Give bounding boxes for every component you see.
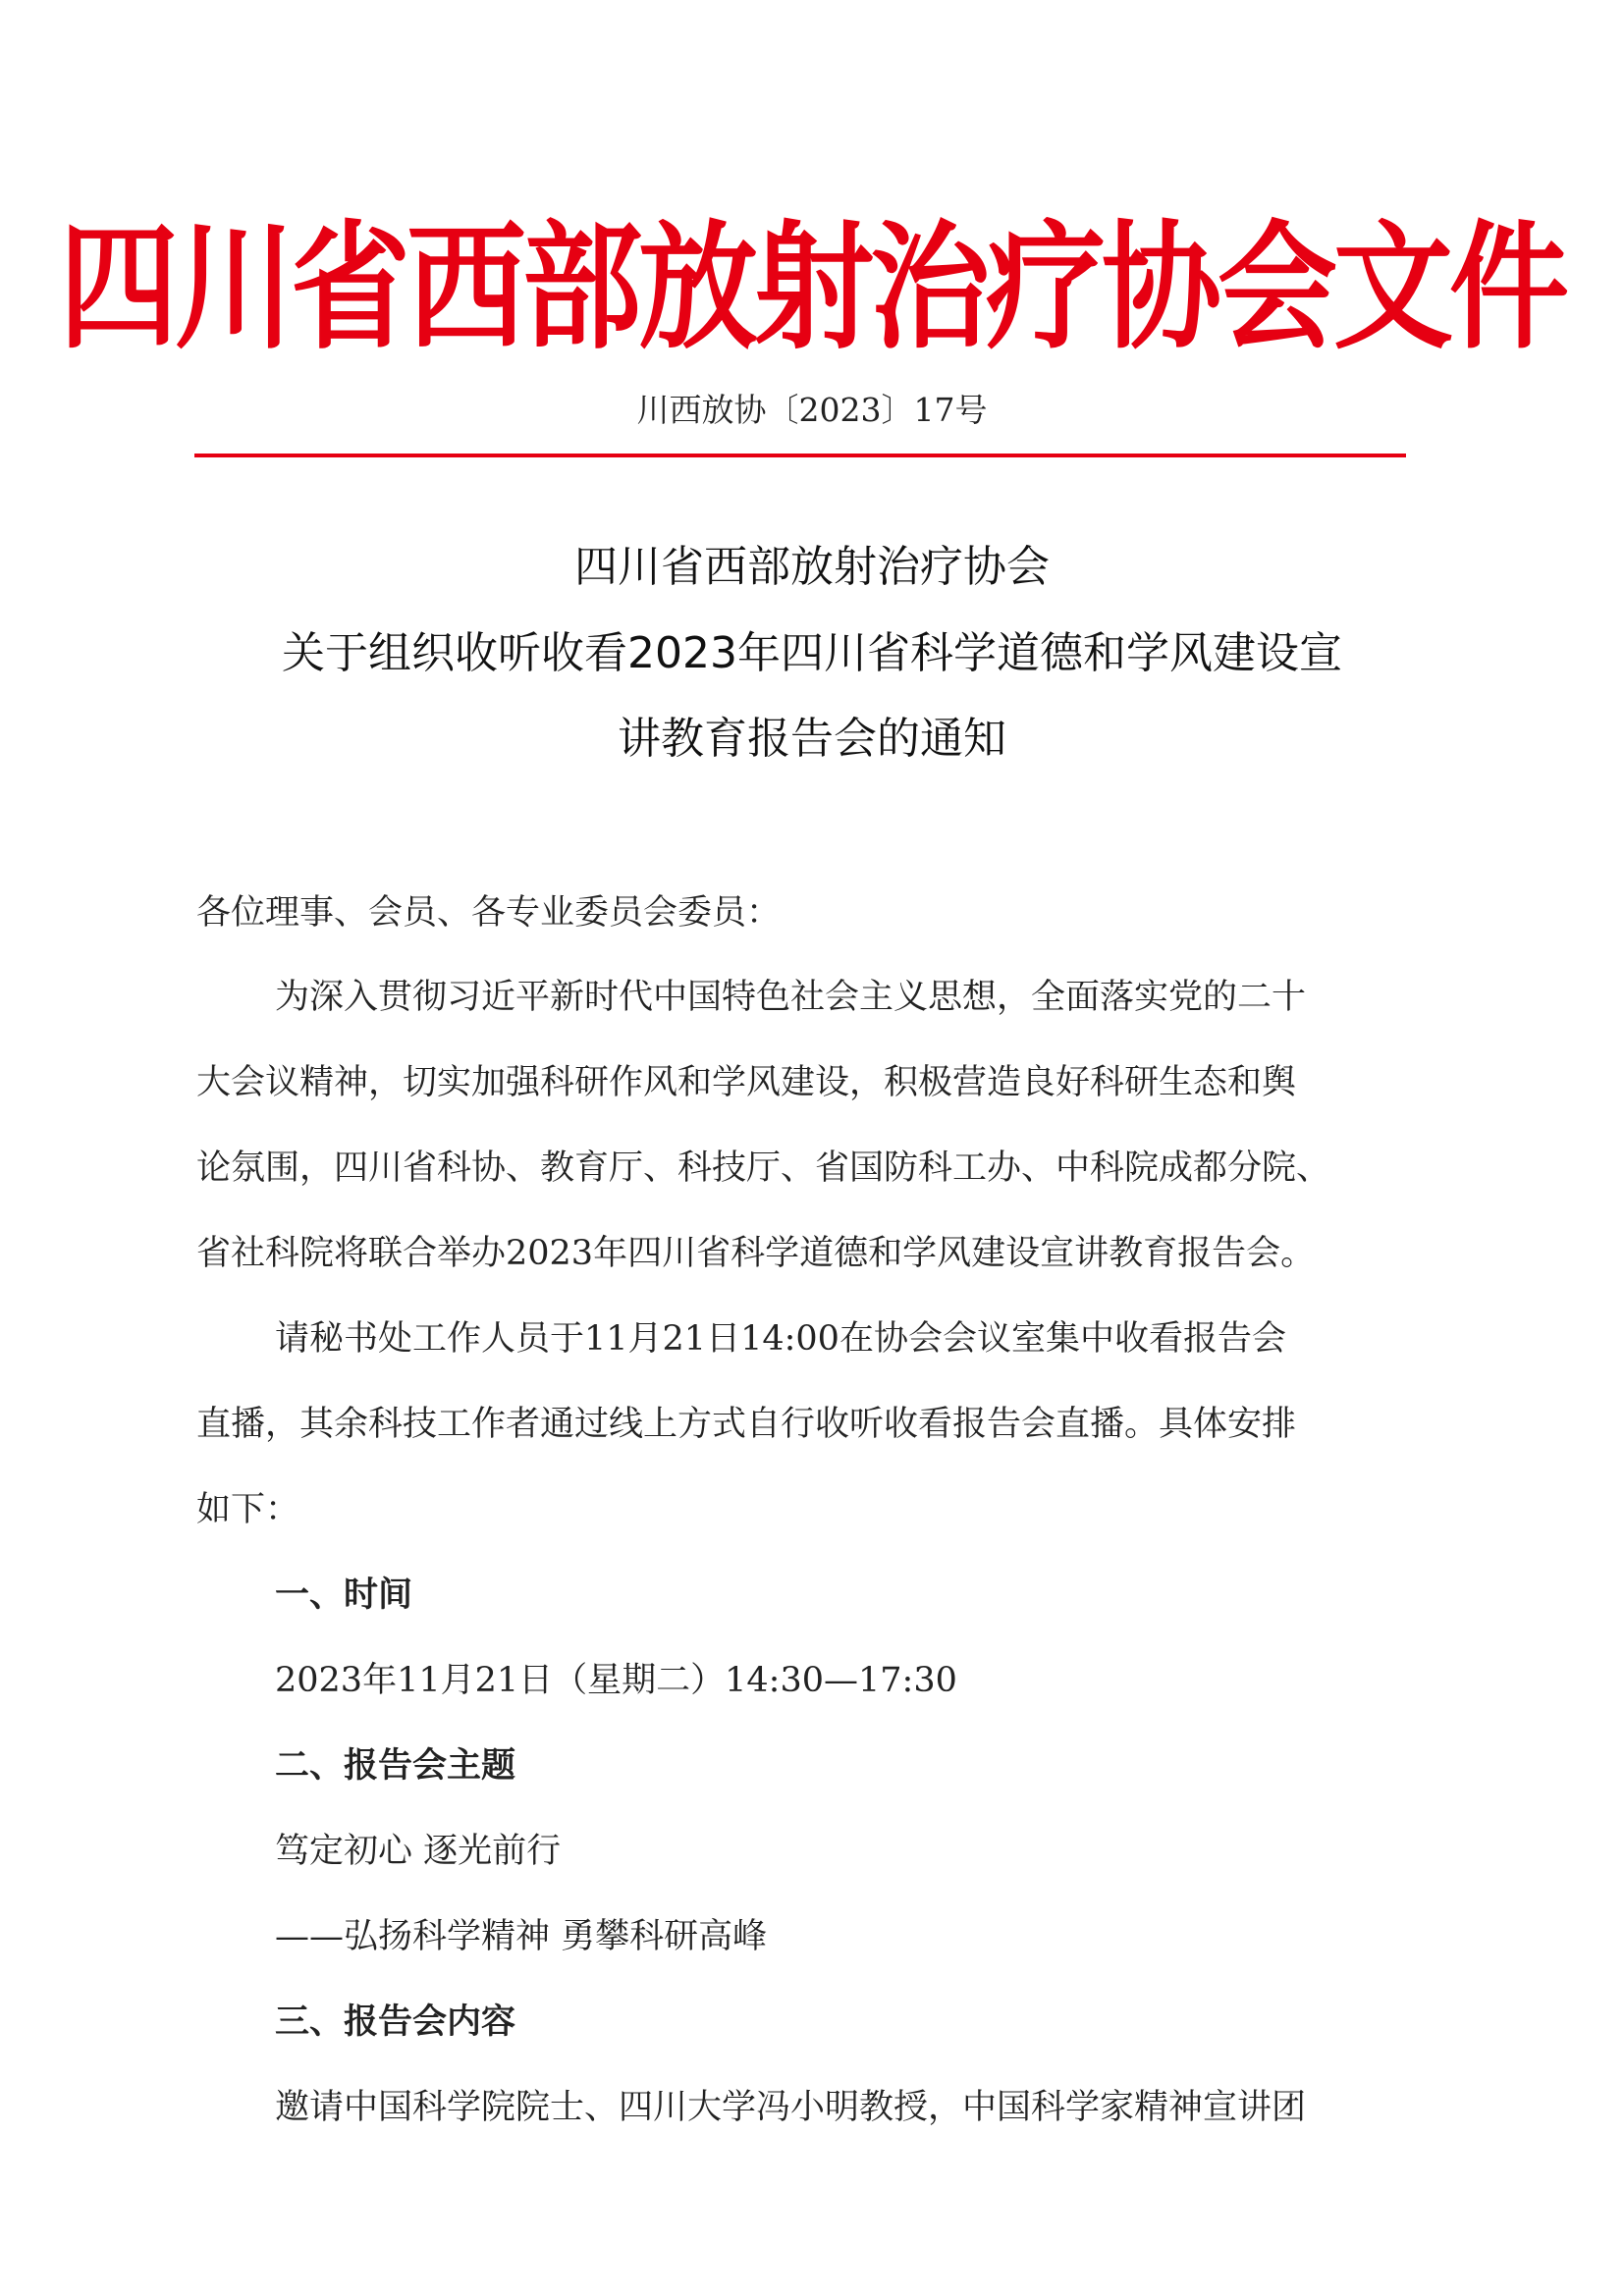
notice-title-line-1: 四川省西部放射治疗协会 — [574, 542, 1050, 592]
section-2-heading: 二、报告会主题 — [275, 1746, 516, 1786]
salutation: 各位理事、会员、各专业委员会委员： — [196, 893, 782, 933]
notice-title-line-2: 关于组织收听收看2023年四川省科学道德和学风建设宣 — [282, 628, 1342, 678]
paragraph-2-line: 直播，其余科技工作者通过线上方式自行收听收看报告会直播。具体安排 — [196, 1405, 1297, 1444]
paragraph-2-line: 请秘书处工作人员于11月21日14:00在协会会议室集中收看报告会 — [275, 1319, 1286, 1359]
paragraph-1-line: 省社科院将联合举办2023年四川省科学道德和学风建设宣讲教育报告会。 — [196, 1234, 1316, 1273]
red-divider-line — [194, 454, 1406, 457]
section-2-subtheme: ——弘扬科学精神 勇攀科研高峰 — [275, 1917, 768, 1956]
notice-title-line-3: 讲教育报告会的通知 — [618, 714, 1006, 764]
paragraph-1-line: 大会议精神，切实加强科研作风和学风建设，积极营造良好科研生态和舆 — [196, 1063, 1297, 1102]
section-3-text: 邀请中国科学院院士、四川大学冯小明教授，中国科学家精神宣讲团 — [275, 2088, 1307, 2127]
paragraph-2-line: 如下： — [196, 1490, 300, 1529]
paragraph-1-line: 论氛围，四川省科协、教育厅、科技厅、省国防科工办、中科院成都分院、 — [196, 1148, 1331, 1188]
section-2-theme: 笃定初心 逐光前行 — [275, 1832, 562, 1871]
document-number: 川西放协〔2023〕17号 — [636, 391, 988, 429]
section-1-heading: 一、时间 — [275, 1575, 413, 1615]
section-1-text: 2023年11月21日（星期二）14:30—17:30 — [275, 1661, 957, 1700]
masthead-title: 四川省西部放射治疗协会文件 — [59, 205, 1565, 368]
section-3-heading: 三、报告会内容 — [275, 2002, 516, 2042]
paragraph-1-line: 为深入贯彻习近平新时代中国特色社会主义思想，全面落实党的二十 — [275, 978, 1307, 1017]
